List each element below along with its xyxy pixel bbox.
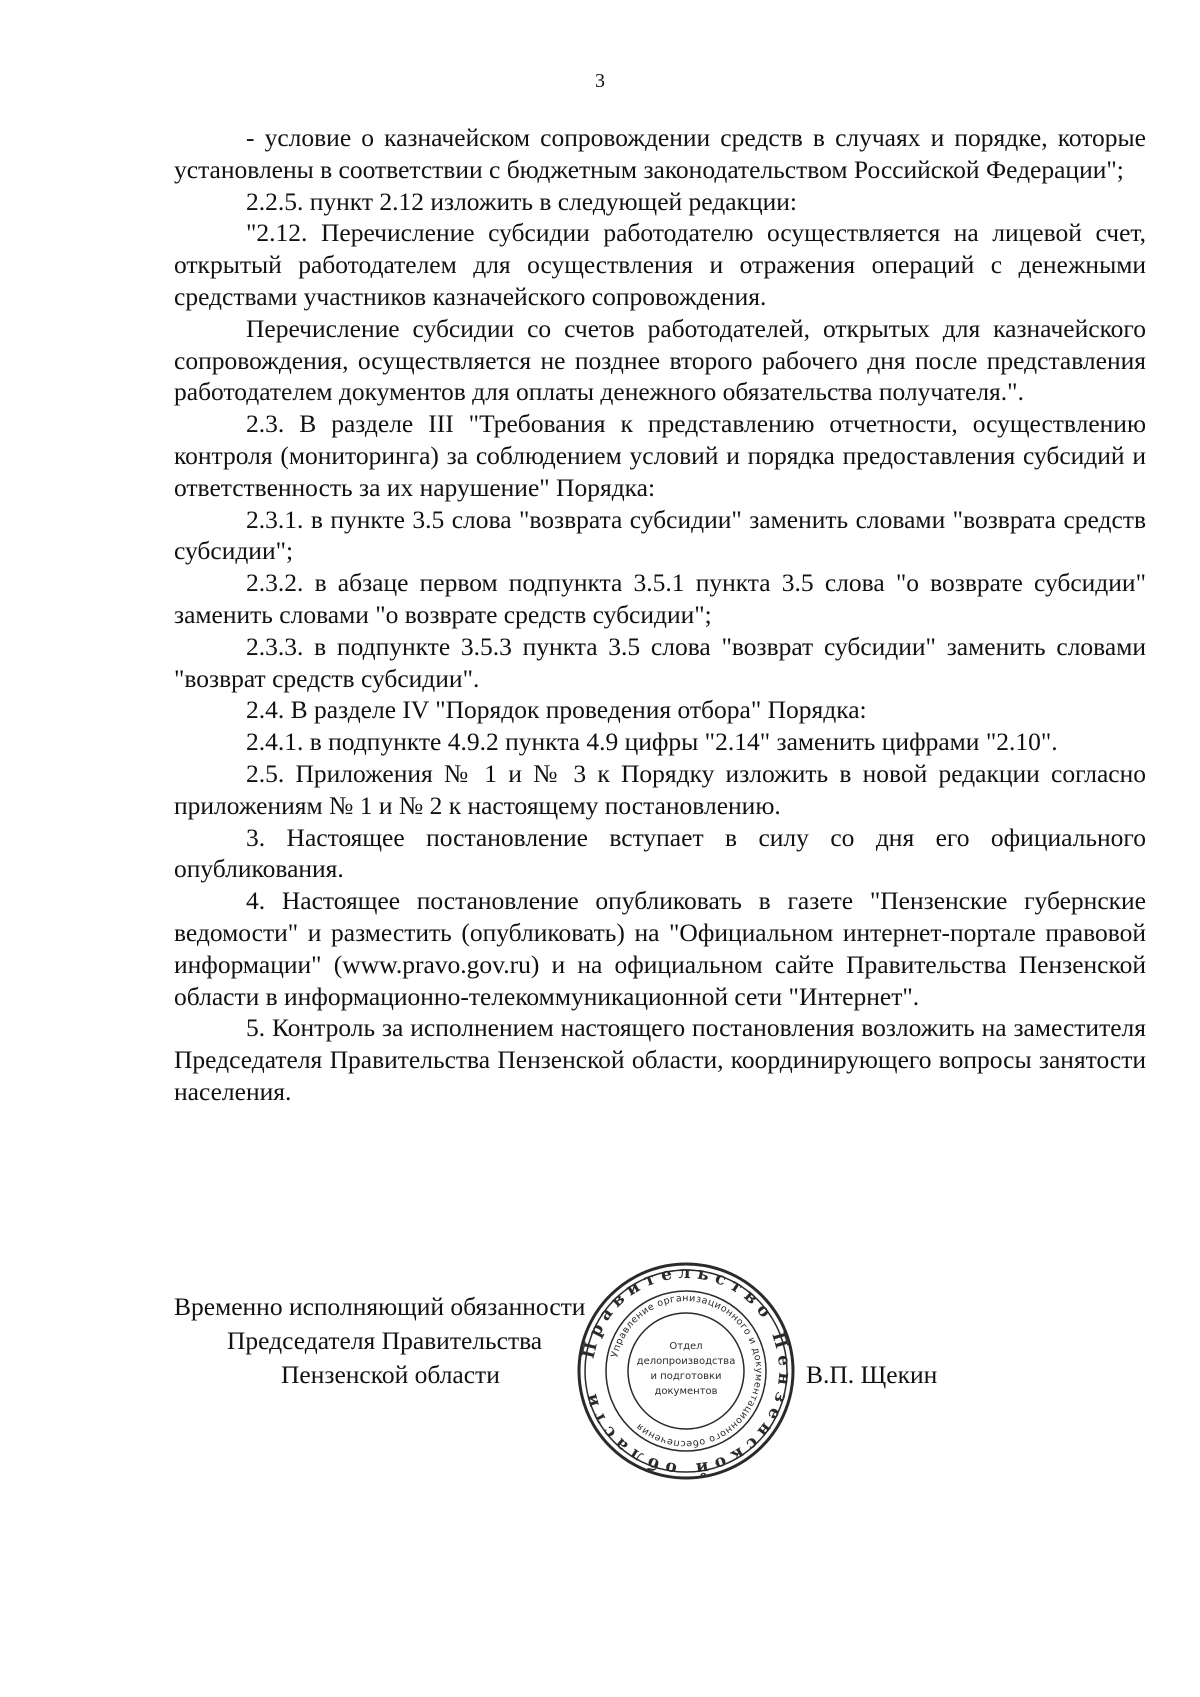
paragraph-2-4-1: 2.4.1. в подпункте 4.9.2 пункта 4.9 цифры "2.14" заменить цифрами "2.10". [246,727,1058,757]
official-seal [575,1260,797,1482]
paragraph-5-control: 5. Контроль за исполнением настоящего постановления возложить на заместителя Председателя Правительства Пензенской области, координирующего вопросы занятости населения. [174,1013,1146,1106]
paragraph-2-12-transfer: "2.12. Перечисление субсидии работодателю осуществляется на лицевой счет, открытый работодателем для осуществления и отражения операций с денежными средствами участников казначейского сопровождения. [174,218,1146,311]
seal-center-line-2: делопроизводства [636,1356,736,1367]
seal-center-line-3: и подготовки [650,1371,722,1382]
paragraph-transfer-deadline: Перечисление субсидии со счетов работодателей, открытых для казначейского сопровождения, осуществляется не позднее второго рабочего дня после представления работодателем документов для оплаты денежного обязательства получателя.". [174,313,1146,407]
signatory-name: В.П. Щекин [806,1360,938,1389]
paragraph-4-publication: 4. Настоящее постановление опубликовать в газете "Пензенские губернские ведомости" и разместить (опубликовать) на "Официальном интернет-портале правовой информации" (www.pravo.gov.ru) и на официальном сайте Правительства Пензенской области в информационно-телекоммуникационной сети "Интернет". [174,886,1146,1011]
seal-center-line-4: документов [654,1386,718,1397]
signatory-title-line-1: Временно исполняющий обязанности [174,1292,586,1321]
paragraph-2-4: 2.4. В разделе IV "Порядок проведения отбора" Порядка: [246,695,867,725]
paragraph-2-3-2: 2.3.2. в абзаце первом подпункта 3.5.1 пункта 3.5 слова "о возврате субсидии" заменить словами "о возврате средств субсидии"; [174,568,1146,629]
paragraph-treasury-condition: - условие о казначейском сопровождении средств в случаях и порядке, которые установлены в соответствии с бюджетным законодательством Российской Федерации"; [174,123,1146,184]
seal-center-line-1: Отдел [669,1341,703,1352]
seal-middle-text: Управление организационного и документационного обеспечения [609,1292,765,1450]
signatory-title-line-2: Председателя Правительства [227,1326,543,1355]
page-number: 3 [595,70,605,92]
paragraph-3-effective-date: 3. Настоящее постановление вступает в силу со дня его официального опубликования. [174,822,1146,884]
paragraph-2-3-1: 2.3.1. в пункте 3.5 слова "возврата субсидии" заменить словами "возврата средств субсидии"; [174,504,1146,566]
paragraph-2-3-3: 2.3.3. в подпункте 3.5.3 пункта 3.5 слова "возврат субсидии" заменить словами "возврат средств субсидии". [174,631,1146,693]
paragraph-2-3: 2.3. В разделе III "Требования к представлению отчетности, осуществлению контроля (мониторинга) за соблюдением условий и порядка предоставления субсидий и ответственность за их нарушение" Порядка: [174,409,1146,502]
seal-outer-text: Правительство Пензенской области [578,1262,795,1480]
document-body [174,122,1146,1108]
paragraph-2-5: 2.5. Приложения № 1 и № 3 к Порядку изложить в новой редакции согласно приложениям № 1 и № 2 к настоящему постановлению. [174,758,1146,820]
paragraph-2-2-5: 2.2.5. пункт 2.12 изложить в следующей редакции: [246,186,797,216]
signatory-title-line-3: Пензенской области [281,1360,500,1389]
